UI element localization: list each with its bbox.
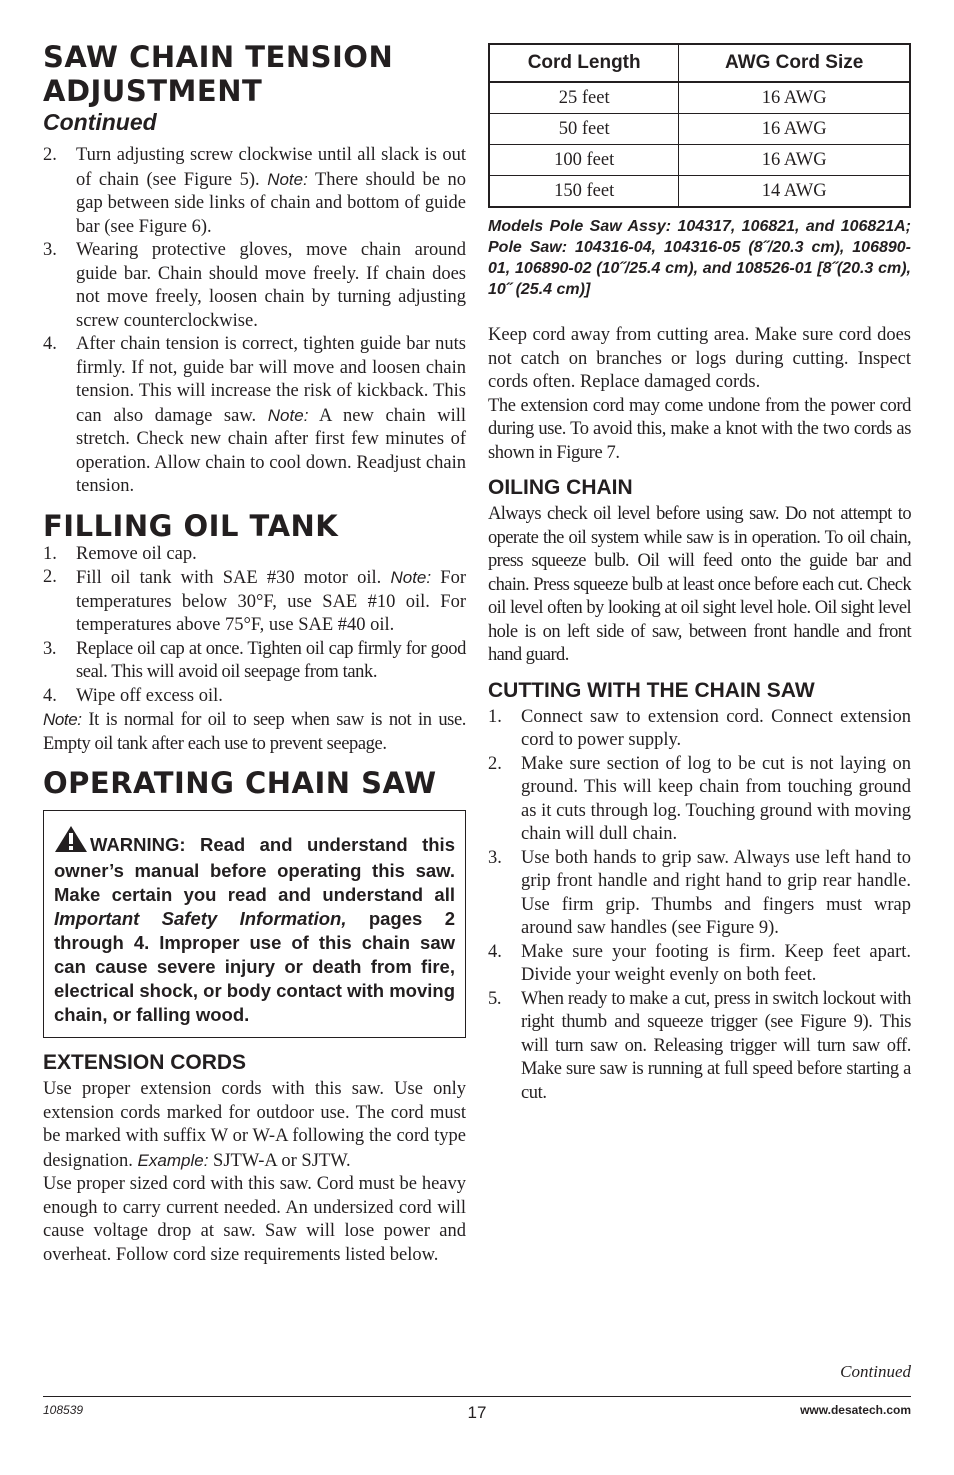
subsection-title-extension-cords: EXTENSION CORDS — [43, 1051, 247, 1074]
cutting-steps-list — [488, 706, 911, 1106]
table-row — [489, 82, 910, 114]
table-cell: 150 feet — [489, 176, 679, 208]
right-column — [488, 43, 911, 1105]
table-cell: 16 AWG — [679, 145, 910, 176]
list-item: 3. Replace oil cap at once. Tighten oil cap firmly for good seal. This will avoid oil seepage from tank. — [43, 638, 466, 682]
cord-paragraph-2: The extension cord may come undone from the power cord during use. To avoid this, make a knot with the two cords as shown in Figure 7. — [488, 395, 911, 463]
warning-triangle-icon — [54, 825, 88, 859]
table-row — [489, 145, 910, 176]
list-item: 4. Wipe off excess oil. — [43, 685, 223, 706]
subsection-title-cutting: CUTTING WITH THE CHAIN SAW — [488, 678, 815, 702]
list-item: 3. Use both hands to grip saw. Always use left hand to grip front handle and right hand to grip rear handle. Use firm grip. Thumbs and fingers must wrap around saw handles (see Figure 9). — [488, 847, 911, 938]
table-cell: 14 AWG — [679, 176, 910, 208]
section-title-operating: OPERATING CHAIN SAW — [43, 766, 437, 800]
cord-paragraph-1: Keep cord away from cutting area. Make sure cord does not catch on branches or logs during cutting. Inspect cords often. Replace damaged cords. — [488, 325, 911, 392]
table-header-cell: Cord Length — [489, 44, 679, 82]
extension-cords-paragraph-2: Use proper sized cord with this saw. Cord must be heavy enough to carry current needed. An undersized cord will cause voltage drop at saw. Saw will lose power and overheat. Follow cord size requirements listed below. — [43, 1174, 466, 1265]
page-number: 17 — [467, 1403, 487, 1422]
tension-steps-list — [43, 144, 466, 499]
list-item: 4. Make sure your footing is firm. Keep feet apart. Divide your weight evenly on both feet. — [488, 941, 911, 985]
table-cell: 16 AWG — [679, 114, 910, 145]
table-row — [489, 114, 910, 145]
list-item: 2. Make sure section of log to be cut is not laying on ground. This will keep chain from touching ground as it cuts through log. Touching ground with moving chain will dull chain. — [488, 753, 911, 844]
warning-box — [43, 810, 466, 1038]
section-title-tension: SAW CHAIN TENSION ADJUSTMENT — [43, 40, 394, 108]
extension-cords-paragraph-1: Use proper extension cords with this saw. Use only extension cords marked for outdoor use. The cord must be marked with suffix W or W-A following the cord type designation. Example: SJTW-A or SJTW. — [43, 1079, 466, 1171]
continued-label: Continued — [840, 1362, 911, 1381]
cord-size-table — [488, 43, 911, 208]
left-column — [43, 40, 466, 1267]
warning-text: WARNING: Read and understand this owner’s manual before operating this saw. Make certain you read and understand all Important Safety Information, pages 2 through 4. Improper use of this chain saw can cause severe injury or death from fire, electrical shock, or body contact with moving chain, or falling wood. — [54, 825, 455, 1027]
list-item: 2. Fill oil tank with SAE #30 motor oil. Note: For temperatures below 30°F, use SAE #10 oil. For temperatures above 75°F, use SAE #40 oil. — [43, 567, 466, 635]
list-item: 2. Turn adjusting screw clockwise until all slack is out of chain (see Figure 5). Note: There should be no gap between side links of chain and bottom of guide bar (see Figure 6). — [43, 145, 466, 237]
list-item: 5. When ready to make a cut, press in switch lockout with right thumb and squeeze trigger (see Figure 9). This will turn saw on. Releasing trigger will turn saw off. Make sure saw is running at full speed before starting a cut. — [488, 988, 911, 1103]
table-cell: 25 feet — [489, 82, 679, 114]
table-row — [489, 176, 910, 208]
section-subtitle-continued: Continued — [43, 109, 157, 135]
table-cell: 16 AWG — [679, 82, 910, 114]
footer-divider — [43, 1396, 911, 1397]
oil-note: Note: It is normal for oil to seep when saw is not in use. Empty oil tank after each use to prevent seepage. — [43, 710, 466, 754]
list-item: 3. Wearing protective gloves, move chain around guide bar. Chain should move freely. If chain does not move freely, loosen chain by turning adjusting screw counterclockwise. — [43, 240, 466, 331]
oil-steps-list — [43, 543, 466, 709]
section-title-oil-tank: FILLING OIL TANK — [43, 508, 339, 543]
list-item: 4. After chain tension is correct, tighten guide bar nuts firmly. If not, guide bar will move and loosen chain tension. This will increase the risk of kickback. This can also damage saw. Note: A new chain will stretch. Check new chain after first few minutes of operation. Allow chain to cool down. Readjust chain tension. — [43, 334, 466, 496]
subsection-title-oiling-chain: OILING CHAIN — [488, 476, 633, 499]
table-cell: 50 feet — [489, 114, 679, 145]
doc-number: 108539 — [43, 1403, 84, 1417]
website-url: www.desatech.com — [800, 1403, 911, 1417]
table-cell: 100 feet — [489, 145, 679, 176]
table-header-row — [489, 44, 910, 82]
oiling-chain-paragraph: Always check oil level before using saw. Do not attempt to operate the oil system while saw is in operation. To oil chain, press squeeze bulb. Oil will feed onto the guide bar and chain. Press squeeze bulb at least once before each cut. Check oil level often by looking at oil sight level hole. Oil sight level hole is on left side of saw, between front handle and front hand guard. — [488, 504, 911, 665]
models-caption: Models Pole Saw Assy: 104317, 106821, and 106821A; Pole Saw: 104316-04, 104316-05 (8˝/20.3 cm), 106890-01, 106890-02 (10˝/25.4 cm), and 108526-01 [8˝(20.3 cm), 10˝ (25.4 cm)] — [488, 218, 911, 298]
list-item: 1. Connect saw to extension cord. Connect extension cord to power supply. — [488, 706, 911, 750]
list-item: 1. Remove oil cap. — [43, 543, 197, 564]
table-header-cell: AWG Cord Size — [679, 44, 910, 82]
